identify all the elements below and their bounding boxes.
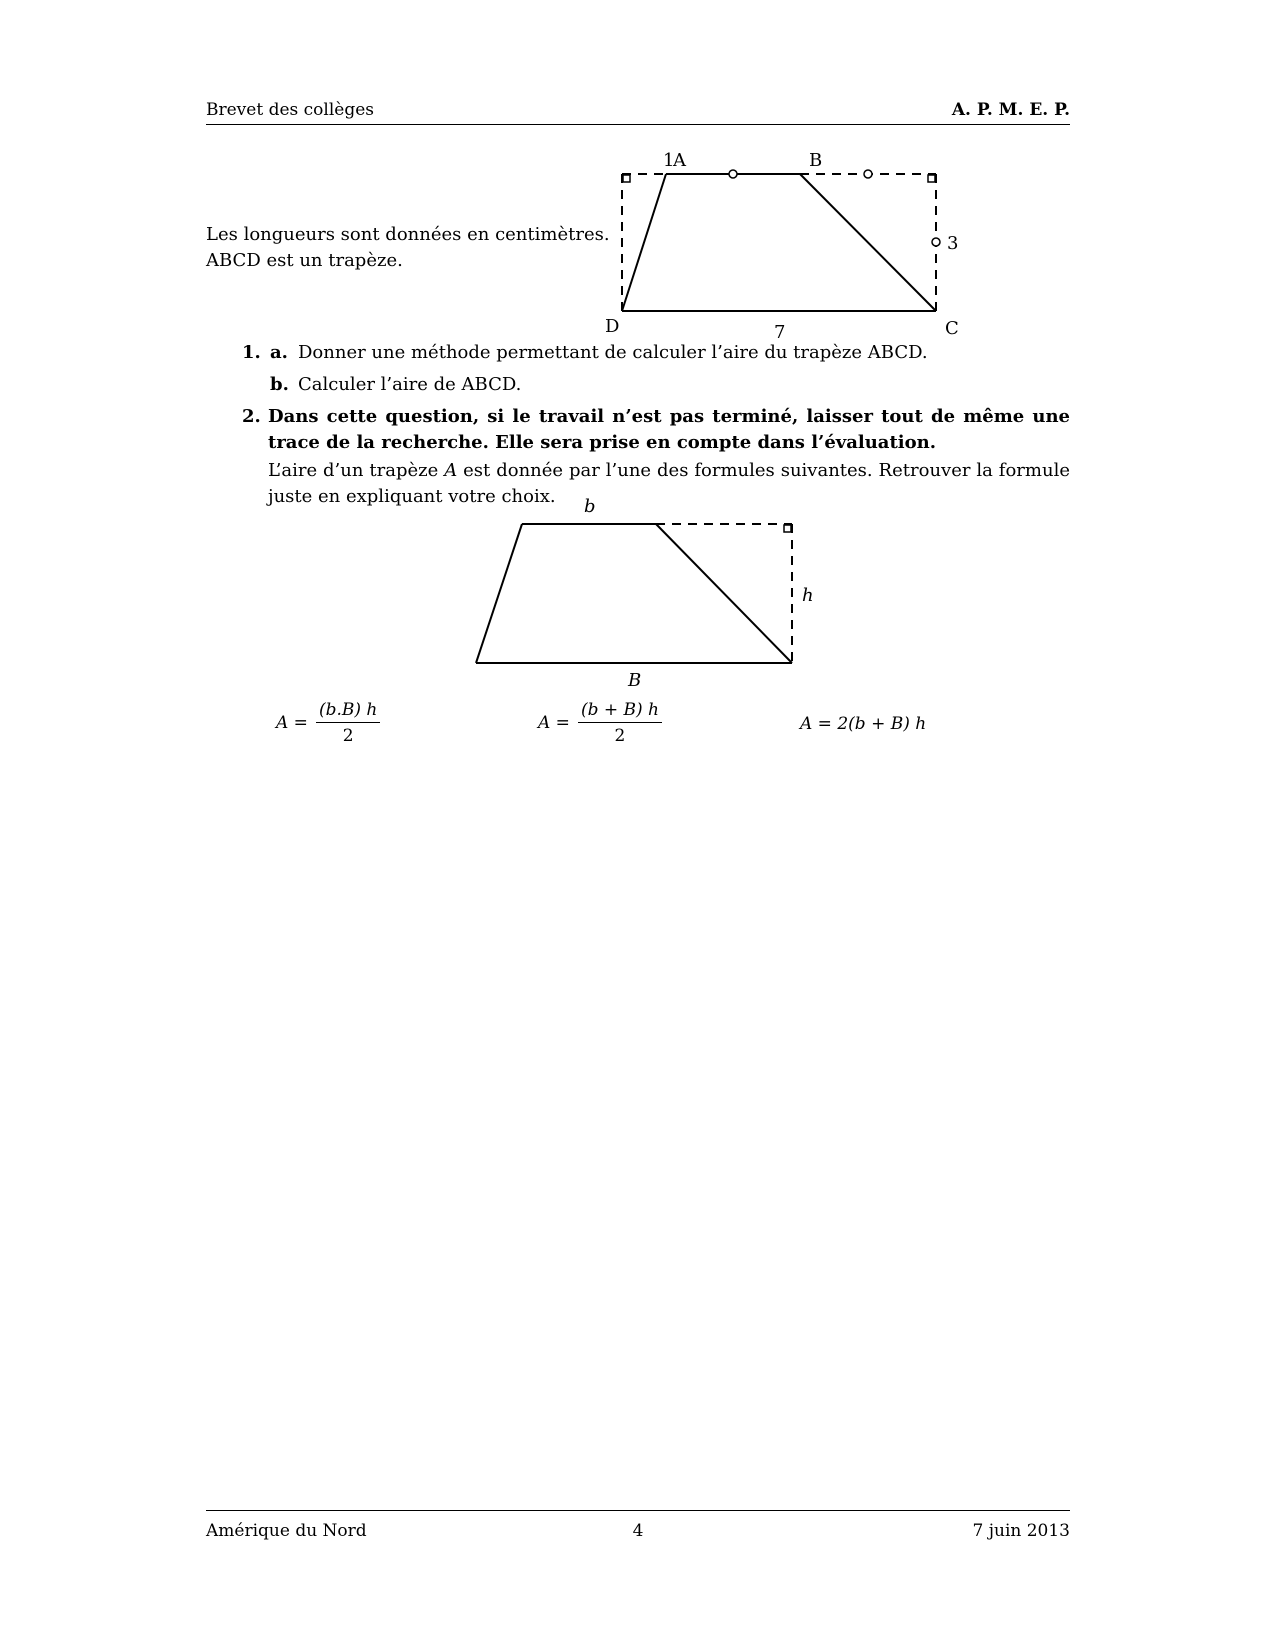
label-point-b: B — [809, 150, 823, 171]
formula-option-3 — [800, 714, 926, 734]
question-2-text-after: est donnée par l’une des formules suivantes. Retrouver la formule juste en expliquant votre choix. — [268, 460, 1070, 507]
formula-option-2 — [538, 700, 662, 746]
question-1-number: 1. — [242, 342, 261, 363]
page-footer — [206, 1510, 1070, 1541]
label-small-b: b — [584, 496, 596, 517]
intro-line-1: Les longueurs sont données en centimètres. — [206, 224, 610, 245]
formula-3-text: A = 2(b + B) h — [800, 714, 927, 734]
label-seven: 7 — [774, 322, 786, 343]
formula-1-denominator: 2 — [342, 726, 354, 746]
label-three: 3 — [947, 233, 959, 254]
header-right: A. P. M. E. P. — [951, 100, 1070, 120]
intro-line-2: ABCD est un trapèze. — [206, 250, 403, 271]
question-2-variable: A — [444, 460, 458, 481]
generic-trapezoid-outline — [476, 524, 792, 663]
label-one: 1 — [663, 150, 675, 171]
footer-right: 7 juin 2013 — [972, 1521, 1070, 1541]
formula-1-fraction — [316, 700, 380, 746]
question-1b-label: b. — [270, 374, 289, 395]
side-right — [656, 524, 792, 663]
question-2-instruction: Dans cette question, si le travail n’est pas terminé, laisser tout de même une trace de la recherche. Elle sera prise en compte dans l’évaluation. — [268, 406, 1070, 453]
question-1a-text: Donner une méthode permettant de calculer l’aire du trapèze ABCD. — [298, 342, 928, 363]
question-2-text-before: L’aire d’un trapèze — [268, 460, 445, 481]
formula-2-numerator: (b + B) h — [578, 700, 662, 723]
formula-2-lhs: A = — [538, 713, 570, 733]
label-point-d: D — [605, 316, 620, 337]
question-1a-label: a. — [270, 342, 288, 363]
formula-option-1 — [276, 700, 380, 746]
question-2-number: 2. — [242, 406, 261, 427]
question-1b-text: Calculer l’aire de ABCD. — [298, 374, 522, 395]
label-h: h — [802, 585, 814, 606]
right-angle-mark — [784, 525, 791, 532]
formula-1-numerator: (b.B) h — [316, 700, 380, 723]
side-left — [476, 524, 522, 663]
footer-left: Amérique du Nord — [206, 1521, 367, 1541]
formula-1-lhs: A = — [276, 713, 308, 733]
label-point-a: A — [673, 150, 686, 171]
formula-2-fraction — [578, 700, 662, 746]
header-left: Brevet des collèges — [206, 100, 375, 120]
footer-page-number: 4 — [632, 1521, 644, 1541]
label-big-b: B — [628, 670, 642, 691]
formula-2-denominator: 2 — [614, 726, 626, 746]
label-point-c: C — [945, 318, 959, 339]
